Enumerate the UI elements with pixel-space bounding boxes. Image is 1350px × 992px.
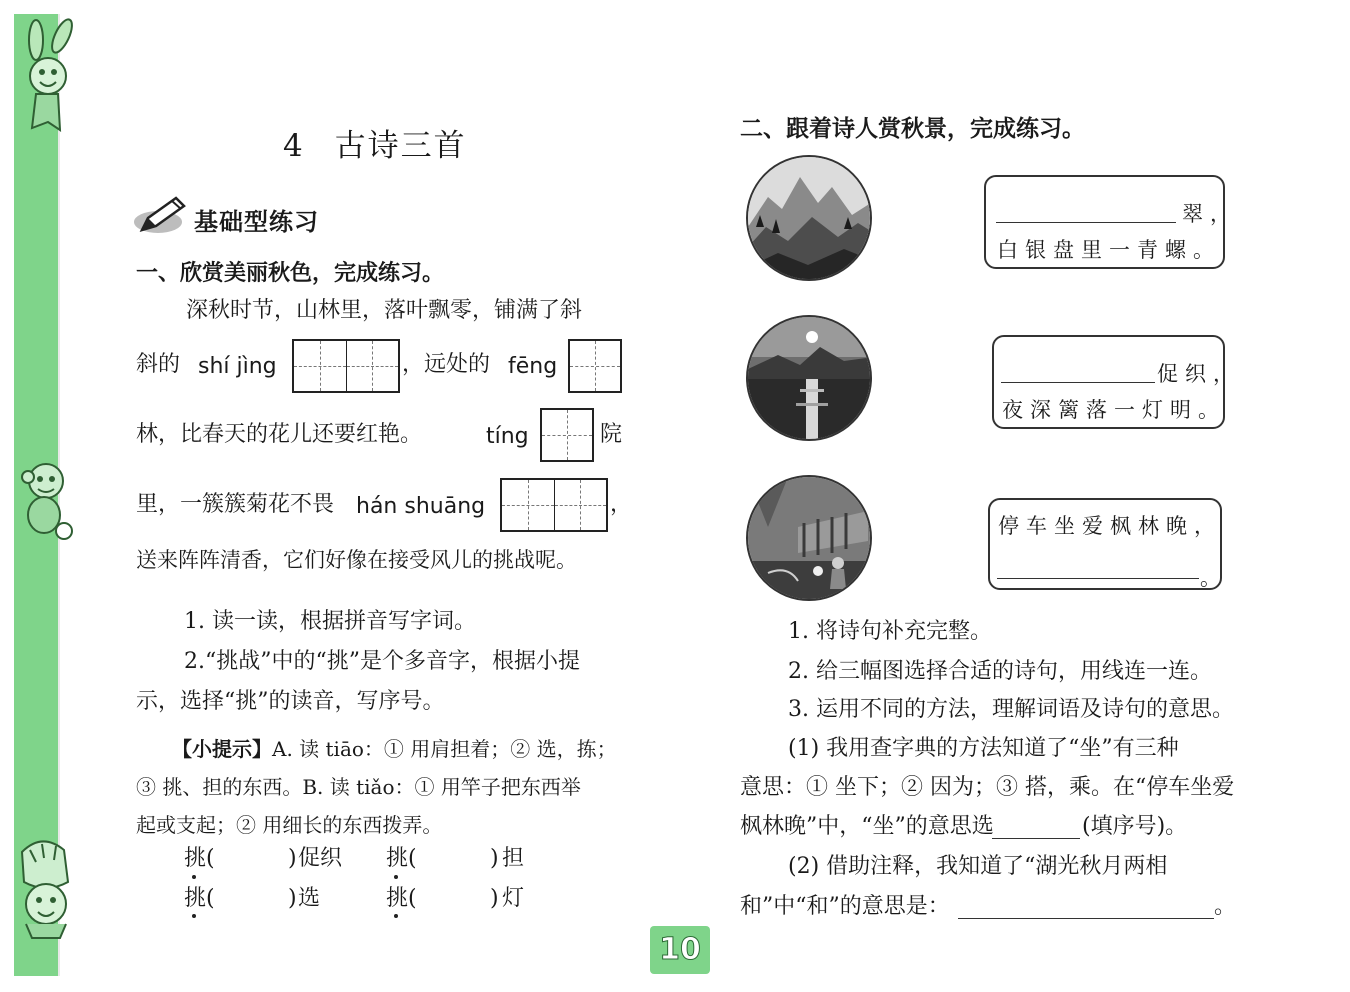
poem-1-blank[interactable]: [996, 222, 1176, 223]
maple-forest-evening-picture: [746, 475, 872, 601]
poem-1-line-2: 白银盘里一青螺。: [997, 238, 1221, 262]
poem-3-line-2-end: 。: [1200, 566, 1228, 590]
hint-line-3: 起或支起；② 用细长的东西拨弄。: [136, 813, 443, 837]
fill-4-open: (: [408, 886, 417, 911]
fill-3-char: 挑: [184, 886, 207, 911]
question-2-line-1: 2.“挑战”中的“挑”是个多音字，根据小提: [184, 649, 580, 674]
passage-line-5: 送来阵阵清香，它们好像在接受风儿的挑战呢。: [136, 548, 577, 572]
passage-line-3b: 院: [600, 422, 623, 447]
passage-line-4b: ，: [610, 492, 633, 517]
fill-2-answer-blank[interactable]: [420, 844, 486, 872]
fill-3-word: 选: [298, 886, 321, 911]
passage-line-4a: 里，一簇簇菊花不畏: [136, 492, 335, 517]
right-question-3-1-line-3a: 枫林晚”中，“坐”的意思选: [740, 814, 994, 839]
lesson-name: 古诗三首: [334, 128, 467, 164]
monkey-mascot-icon: [12, 455, 78, 545]
rabbit-mascot-icon: [14, 18, 84, 138]
fill-2-char: 挑: [386, 846, 409, 871]
section-2-title: 二、跟着诗人赏秋景，完成练习。: [740, 116, 1085, 142]
right-question-3: 3. 运用不同的方法，理解词语及诗句的意思。: [788, 697, 1234, 722]
fill-1-char: 挑: [184, 846, 207, 871]
hint-text-1: A. 读 tiāo：① 用肩担着；② 选，拣；: [272, 737, 617, 761]
fill-1-answer-blank[interactable]: [218, 844, 284, 872]
zuo-meaning-blank[interactable]: [992, 838, 1080, 839]
pinyin-ting: tíng: [486, 424, 529, 449]
passage-line-2b: ，远处的: [402, 352, 491, 377]
passage-line-3a: 林，比春天的花儿还要红艳。: [136, 422, 423, 447]
lesson-number: 4: [283, 128, 305, 164]
question-2-line-2: 示，选择“挑”的读音，写序号。: [136, 689, 445, 714]
emphasis-dot: [192, 914, 196, 918]
exercise-badge: [132, 196, 347, 236]
fill-3-answer-blank[interactable]: [218, 884, 284, 912]
pinyin-hanshuang: hán shuāng: [356, 494, 486, 519]
right-question-3-1-line-1: (1) 我用查字典的方法知道了“坐”有三种: [788, 736, 1179, 761]
poem-3-line-1: 停车坐爱枫林晚，: [998, 514, 1222, 538]
fill-2-open: (: [408, 846, 417, 871]
right-question-3-2-line-2b: 。: [1214, 894, 1237, 919]
right-question-3-2-line-2a: 和”中“和”的意思是：: [740, 894, 950, 919]
page-number: 10: [650, 926, 710, 974]
pinyin-feng: fēng: [508, 354, 558, 379]
poem-1-line-1-end: 翠，: [1182, 202, 1238, 226]
pinyin-shijing: shí jìng: [198, 354, 277, 379]
emphasis-dot: [394, 875, 398, 879]
fill-2-close: ): [490, 846, 499, 871]
fill-1-open: (: [206, 846, 215, 871]
moonlit-lake-picture: [746, 315, 872, 441]
fill-3-close: ): [288, 886, 297, 911]
badge-label: 基础型练习: [194, 208, 319, 236]
section-1-title: 一、欣赏美丽秋色，完成练习。: [136, 261, 445, 286]
right-question-2: 2. 给三幅图选择合适的诗句，用线连一连。: [788, 659, 1212, 684]
hint-line-1: [172, 733, 617, 762]
fill-4-word: 灯: [502, 886, 525, 911]
hint-line-2: ③ 挑、担的东西。B. 读 tiǎo：① 用竿子把东西举: [136, 775, 581, 799]
answer-box-hanshuang[interactable]: [500, 478, 608, 532]
fill-4-char: 挑: [386, 886, 409, 911]
passage-line-2a: 斜的: [136, 352, 181, 377]
mountain-lake-picture: [746, 155, 872, 281]
pencil-icon: [132, 196, 192, 236]
poem-3-blank[interactable]: [997, 578, 1199, 579]
passage-line-1: 深秋时节，山林里，落叶飘零，铺满了斜: [186, 298, 583, 323]
fill-2-word: 担: [502, 846, 525, 871]
answer-box-feng[interactable]: [568, 339, 622, 393]
fill-4-close: ): [490, 886, 499, 911]
tiger-mascot-icon: [12, 832, 78, 942]
right-question-3-1-line-3b: (填序号)。: [1082, 814, 1188, 839]
hint-label: 【小提示】: [172, 737, 272, 761]
poem-2-line-2: 夜深篱落一灯明。: [1002, 398, 1226, 422]
answer-box-ting[interactable]: [540, 408, 594, 462]
right-question-1: 1. 将诗句补充完整。: [788, 619, 992, 644]
poem-2-line-1-end: 促织，: [1157, 362, 1241, 386]
fill-1-close: ): [288, 846, 297, 871]
right-question-3-1-line-2: 意思：① 坐下；② 因为；③ 搭，乘。在“停车坐爱: [740, 775, 1235, 800]
lesson-title: [283, 120, 467, 165]
fill-1-word: 促织: [298, 846, 343, 871]
he-meaning-blank[interactable]: [958, 918, 1214, 919]
poem-2-blank[interactable]: [1001, 382, 1155, 383]
fill-3-open: (: [206, 886, 215, 911]
emphasis-dot: [394, 914, 398, 918]
answer-box-shijing[interactable]: [292, 339, 400, 393]
emphasis-dot: [192, 875, 196, 879]
right-question-3-2-line-1: (2) 借助注释，我知道了“湖光秋月两相: [788, 854, 1168, 879]
question-1: 1. 读一读，根据拼音写字词。: [184, 609, 476, 634]
fill-4-answer-blank[interactable]: [420, 884, 486, 912]
